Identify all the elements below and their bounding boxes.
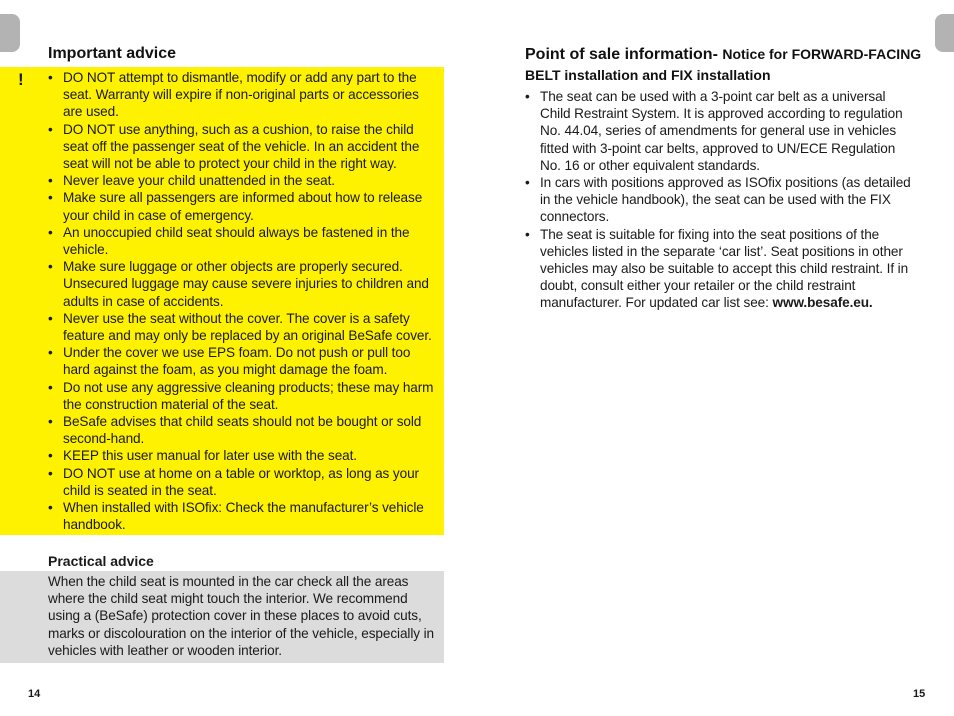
point-of-sale-list (525, 88, 917, 312)
left-page-tab (0, 14, 20, 52)
list-item: • When installed with ISOfix: Check the manufacturer’s vehicle handbook. (48, 500, 424, 533)
important-advice-title: Important advice (48, 45, 177, 62)
list-item: • The seat can be used with a 3-point car belt as a universal Child Restraint System. It is approved according to regulation No. 44.04, series of amendments for general use in vehicles fitted with 3-point car belts, approved to UN/ECE Regulation No. 16 or other equivalent standards. (525, 89, 903, 173)
point-of-sale-title-main: Point of sale information- (525, 46, 718, 63)
list-item: • DO NOT use at home on a table or worktop, as long as your child is seated in the seat. (48, 465, 419, 498)
list-item: • The seat is suitable for fixing into the seat positions of the vehicles listed in the separate ‘car list’. Seat positions in other vehicles may also be suitable to accept this child restraint. If in doubt, consult either your retailer or the child restraint manufacturer. For updated car list see: www.besafe.eu. (525, 226, 909, 311)
list-item: • BeSafe advises that child seats should not be bought or sold second-hand. (48, 414, 422, 447)
point-of-sale-notice: Notice for FORWARD-FACING BELT installation and FIX installation (525, 46, 922, 83)
list-item: • KEEP this user manual for later use with the seat. (48, 448, 357, 464)
page-number-left: 14 (28, 688, 41, 700)
list-item: • DO NOT attempt to dismantle, modify or add any part to the seat. Warranty will expire if non-original parts or accessories are used. (48, 70, 419, 120)
practical-advice-text: When the child seat is mounted in the car check all the areas where the child seat might touch the interior. We recommend using a (BeSafe) protection cover in these places to avoid cuts, marks or discolouration on the interior of the vehicle, especially in vehicles with leather or wooden interior. (48, 574, 435, 658)
warning-icon: ! (18, 70, 24, 89)
right-page-tab (935, 14, 954, 52)
list-item: • Never use the seat without the cover. The cover is a safety feature and may only be replaced by an original BeSafe cover. (48, 310, 432, 344)
practical-advice-title: Practical advice (48, 553, 154, 569)
website-link[interactable]: www.besafe.eu. (772, 295, 873, 311)
list-item: • Never leave your child unattended in the seat. (48, 173, 335, 189)
list-item: • An unoccupied child seat should always be fastened in the vehicle. (48, 224, 410, 258)
list-item: • Under the cover we use EPS foam. Do not push or pull too hard against the foam, as you might damage the foam. (48, 345, 411, 378)
list-item: • Make sure all passengers are informed about how to release your child in case of emergency. (48, 190, 423, 223)
point-of-sale-title (525, 44, 935, 86)
list-item: • DO NOT use anything, such as a cushion, to raise the child seat off the passenger seat of the vehicle. In an accident the seat will not be able to protect your child in the right way. (48, 121, 420, 172)
page-number-right: 15 (913, 688, 926, 700)
list-item: • Do not use any aggressive cleaning products; these may harm the construction material of the seat. (48, 379, 434, 412)
list-item: • Make sure luggage or other objects are properly secured. Unsecured luggage may cause severe injuries to children and adults in case of accidents. (48, 259, 429, 309)
list-item: • In cars with positions approved as ISOfix positions (as detailed in the vehicle handbook), the seat can be used with the FIX connectors. (525, 175, 911, 225)
important-advice-list (48, 69, 440, 533)
